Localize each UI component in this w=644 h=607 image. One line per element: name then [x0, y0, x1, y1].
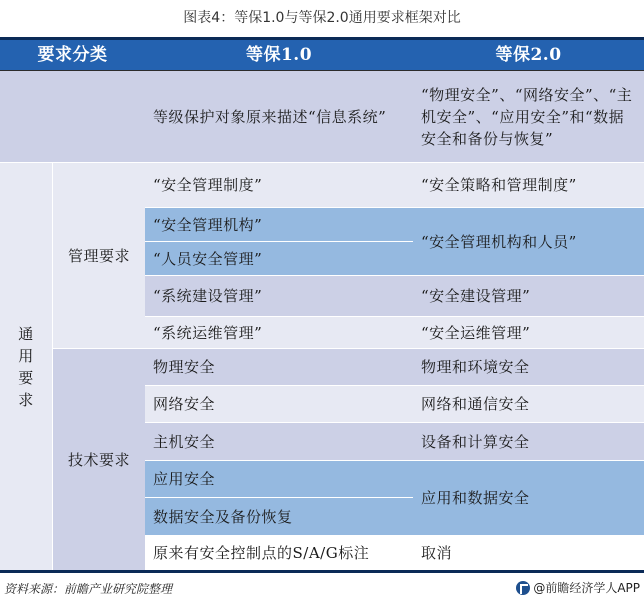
mgmt-row-2-v2: “安全管理机构和人员” — [413, 208, 644, 275]
header-category: 要求分类 — [0, 40, 145, 70]
source-note: 资料来源：前瞻产业研究院整理 — [4, 582, 173, 596]
general-label-char: 通 — [18, 324, 34, 343]
intro-category-cell — [0, 71, 145, 162]
general-label-char: 要 — [18, 368, 34, 387]
mgmt-row-1-v1: “安全管理制度” — [145, 163, 413, 207]
tech-row-4-v1: 应用安全 — [145, 461, 413, 497]
mgmt-row-5-v1: “系统运维管理” — [145, 317, 413, 348]
tech-row-1-v2: 物理和环境安全 — [413, 349, 644, 385]
tech-row-1-v1: 物理安全 — [145, 349, 413, 385]
mgmt-row-2-v1: “安全管理机构” — [145, 208, 413, 241]
management-label: 管理要求 — [53, 163, 145, 348]
brand-text: @前瞻经济学人APP — [533, 581, 640, 595]
header-v1: 等保1.0 — [145, 40, 413, 70]
mgmt-row-3-v1: “人员安全管理” — [145, 242, 413, 275]
header-v2: 等保2.0 — [413, 40, 644, 70]
tech-row-3-v2: 设备和计算安全 — [413, 423, 644, 460]
tech-row-2-v2: 网络和通信安全 — [413, 386, 644, 422]
general-label-char: 求 — [18, 390, 34, 409]
table-caption: 图表4：等保1.0与等保2.0通用要求框架对比 — [183, 10, 461, 26]
tech-row-6-v2: 取消 — [413, 536, 644, 570]
mgmt-row-1-v2: “安全策略和管理制度” — [413, 163, 644, 207]
brand-credit — [516, 579, 640, 596]
technical-label: 技术要求 — [53, 349, 145, 570]
bottom-rule — [0, 570, 644, 573]
tech-row-5-v1: 数据安全及备份恢复 — [145, 498, 413, 535]
mgmt-row-5-v2: “安全运维管理” — [413, 317, 644, 348]
tech-row-3-v1: 主机安全 — [145, 423, 413, 460]
tech-row-6-v1: 原来有安全控制点的S/A/G标注 — [145, 536, 413, 570]
intro-v2-cell: “物理安全”、“网络安全”、“主机安全”、“应用安全”和“数据安全和备份与恢复” — [413, 71, 644, 162]
intro-v1-cell: 等级保护对象原来描述“信息系统” — [145, 71, 413, 162]
mgmt-row-4-v1: “系统建设管理” — [145, 276, 413, 316]
general-requirement-label — [0, 163, 52, 570]
general-label-char: 用 — [18, 346, 34, 365]
brand-logo-icon — [516, 581, 530, 595]
tech-row-2-v1: 网络安全 — [145, 386, 413, 422]
tech-row-4-v2: 应用和数据安全 — [413, 461, 644, 535]
mgmt-row-4-v2: “安全建设管理” — [413, 276, 644, 316]
